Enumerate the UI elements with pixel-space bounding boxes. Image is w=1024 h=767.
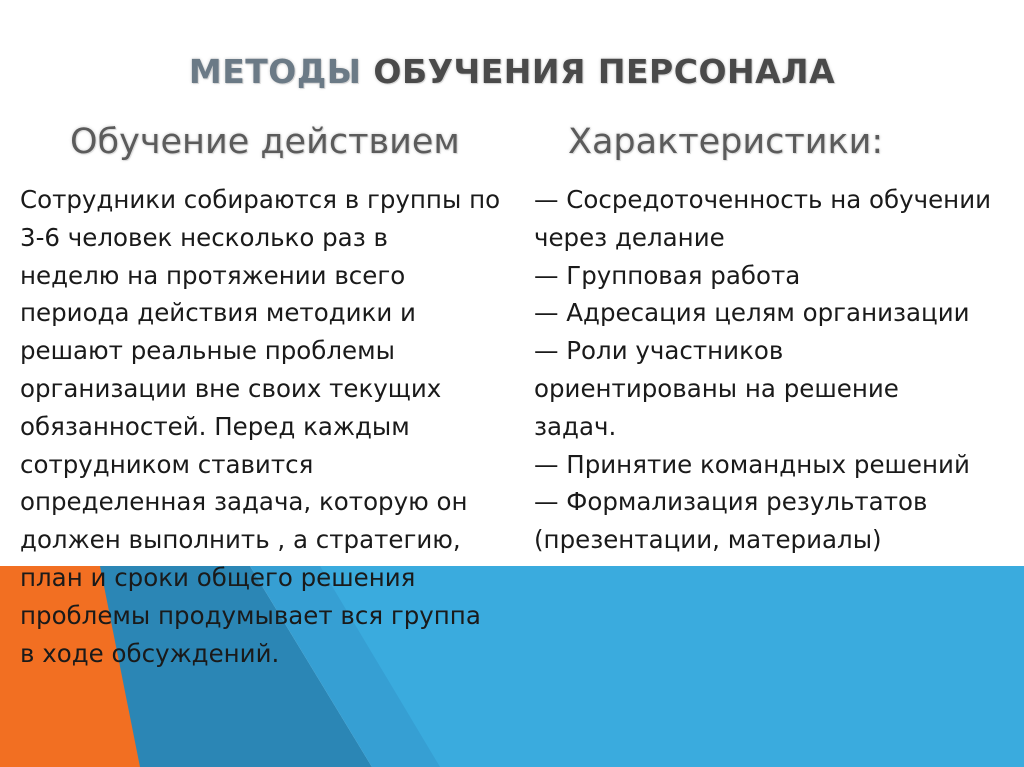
right-text-line: задач. (534, 411, 617, 441)
title-accent: МЕТОДЫ (188, 52, 362, 91)
slide-title (0, 52, 1024, 91)
right-text-line: ориентированы на решение (534, 373, 899, 403)
right-text-line: — Сосредоточенность на обучении (534, 185, 992, 214)
left-text-line: сотрудником ставится (20, 449, 314, 479)
left-text-line: проблемы продумывает вся группа (20, 600, 481, 630)
right-column-text (534, 181, 1014, 559)
right-text-line: — Формализация результатов (534, 487, 928, 517)
left-text-line: план и сроки общего решения (20, 562, 416, 592)
left-column-text (20, 181, 520, 672)
left-column-heading: Обучение действием (70, 122, 460, 162)
right-text-line: — Адресация целям организации (534, 298, 970, 328)
left-text-line: Сотрудники собираются в группы по (20, 185, 501, 214)
right-text-line: — Принятие командных решений (534, 449, 970, 479)
left-text-line: решают реальные проблемы (20, 336, 395, 366)
right-text-line: — Роли участников (534, 336, 784, 366)
left-text-line: определенная задача, которую он (20, 487, 468, 517)
right-column-heading: Характеристики: (568, 122, 884, 162)
left-text-line: в ходе обсуждений. (20, 638, 280, 668)
right-text-line: — Групповая работа (534, 260, 801, 290)
left-text-line: неделю на протяжении всего (20, 260, 406, 290)
left-text-line: периода действия методики и (20, 298, 416, 328)
title-main: ОБУЧЕНИЯ ПЕРСОНАЛА (373, 52, 836, 91)
left-text-line: 3-6 человек несколько раз в (20, 222, 388, 252)
left-text-line: организации вне своих текущих (20, 373, 442, 403)
left-text-line: должен выполнить , а стратегию, (20, 525, 461, 555)
right-text-line: (презентации, материалы) (534, 525, 882, 555)
left-text-line: обязанностей. Перед каждым (20, 411, 410, 441)
right-text-line: через делание (534, 222, 725, 252)
